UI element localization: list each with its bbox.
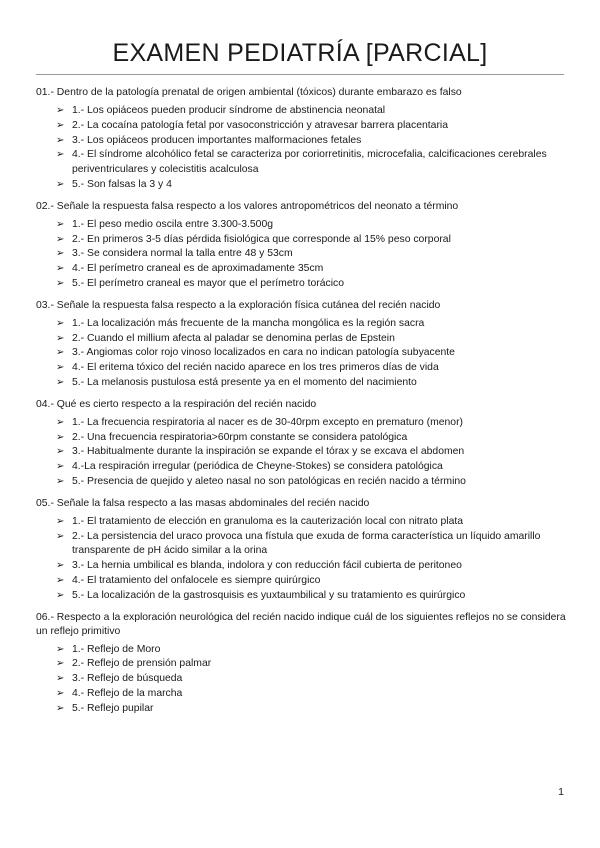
option-list	[36, 317, 568, 391]
option-text: 5.- La melanosis pustulosa está presente ya en el momento del nacimiento	[72, 376, 417, 388]
option-item	[36, 218, 568, 233]
option-text: 4.-La respiración irregular (periódica de Cheyne-Stokes) se considera patológica	[72, 461, 443, 473]
option-item	[36, 574, 568, 589]
option-item	[36, 702, 568, 717]
option-text: 2.- La cocaína patología fetal por vasoconstricción y atravesar barrera placentaria	[72, 119, 449, 131]
option-item	[36, 317, 568, 332]
option-text: 1.- Los opiáceos pueden producir síndrome de abstinencia neonatal	[72, 105, 386, 116]
arrowhead-right-icon: ➢	[56, 119, 65, 131]
option-item	[36, 104, 568, 119]
option-item	[36, 277, 568, 292]
option-text: 1.- La localización más frecuente de la mancha mongólica es la región sacra	[72, 317, 425, 329]
option-list	[36, 515, 568, 604]
arrowhead-right-icon: ➢	[56, 560, 65, 572]
arrowhead-right-icon: ➢	[56, 105, 65, 116]
arrowhead-right-icon: ➢	[56, 658, 65, 670]
arrowhead-right-icon: ➢	[56, 446, 65, 458]
arrowhead-right-icon: ➢	[56, 475, 65, 487]
option-text: 5.- La localización de la gastrosquisis es yuxtaumbilical y su tratamiento es quirúrgico	[72, 589, 466, 601]
option-item	[36, 416, 568, 431]
question-5	[36, 497, 568, 604]
option-text: 1.- El peso medio oscila entre 3.300-3.500g	[72, 218, 274, 230]
option-text: 1.- La frecuencia respiratoria al nacer es de 30-40rpm excepto en prematuro (menor)	[72, 416, 463, 428]
arrowhead-right-icon: ➢	[56, 347, 65, 359]
arrowhead-right-icon: ➢	[56, 673, 65, 685]
option-text: 3.- Reflejo de búsqueda	[72, 673, 183, 685]
arrowhead-right-icon: ➢	[56, 376, 65, 388]
option-text: 2.- Una frecuencia respiratoria>60rpm constante se considera patológica	[72, 431, 408, 443]
option-text: 4.- El eritema tóxico del recién nacido aparece en los tres primeros días de vida	[72, 362, 439, 374]
option-item	[36, 657, 568, 672]
arrowhead-right-icon: ➢	[56, 574, 65, 586]
arrowhead-right-icon: ➢	[56, 248, 65, 260]
question-3	[36, 299, 568, 391]
arrowhead-right-icon: ➢	[56, 277, 65, 289]
option-item	[36, 460, 568, 475]
option-item	[36, 178, 568, 193]
arrowhead-right-icon: ➢	[56, 134, 65, 146]
arrowhead-right-icon: ➢	[56, 643, 65, 655]
page-number: 1	[558, 786, 564, 798]
option-text: 3.- Angiomas color rojo vinoso localizados en cara no indican patología subyacente	[72, 347, 455, 359]
arrowhead-right-icon: ➢	[56, 332, 65, 344]
arrowhead-right-icon: ➢	[56, 515, 65, 527]
arrowhead-right-icon: ➢	[56, 263, 65, 275]
option-text: 1.- Reflejo de Moro	[72, 643, 161, 655]
question-text: 03.- Señale la respuesta falsa respecto a la exploración física cutánea del recién nacido	[36, 299, 441, 311]
option-text: 3.- Habitualmente durante la inspiración se expande el tórax y se excava el abdomen	[72, 446, 465, 458]
option-text: 1.- El tratamiento de elección en granuloma es la cauterización local con nitrato plata	[72, 515, 464, 527]
option-text: 2.- La persistencia del uraco provoca una fístula que exuda de forma característica un líquido amarillo transparente de pH ácido similar a la orina	[72, 530, 541, 557]
option-item	[36, 247, 568, 262]
page-title: EXAMEN PEDIATRÍA [PARCIAL]	[112, 39, 488, 67]
option-text: 5.- Presencia de quejido y aleteo nasal no son patológicas en recién nacido a término	[72, 475, 466, 487]
question-6	[36, 611, 568, 717]
option-list	[36, 104, 568, 193]
arrowhead-right-icon: ➢	[56, 702, 65, 714]
option-item	[36, 589, 568, 604]
arrowhead-right-icon: ➢	[56, 149, 65, 161]
question-text: 06.- Respecto a la exploración neurológica del recién nacido indique cuál de los siguientes reflejos no se considera un reflejo primitivo	[36, 611, 566, 637]
question-2	[36, 200, 568, 292]
option-item	[36, 148, 568, 178]
option-text: 3.- Los opiáceos producen importantes malformaciones fetales	[72, 134, 362, 146]
arrowhead-right-icon: ➢	[56, 431, 65, 443]
option-item	[36, 530, 568, 560]
option-item	[36, 262, 568, 277]
option-item	[36, 687, 568, 702]
option-text: 5.- Son falsas la 3 y 4	[72, 178, 172, 190]
option-text: 3.- La hernia umbilical es blanda, indolora y con reducción fácil cubierta de peritoneo	[72, 560, 462, 572]
arrowhead-right-icon: ➢	[56, 218, 65, 230]
question-4	[36, 398, 568, 490]
arrowhead-right-icon: ➢	[56, 416, 65, 428]
option-item	[36, 559, 568, 574]
question-list	[36, 86, 568, 724]
question-1	[36, 86, 568, 193]
option-text: 2.- En primeros 3-5 días pérdida fisiológica que corresponde al 15% peso corporal	[72, 233, 451, 245]
option-item	[36, 672, 568, 687]
option-item	[36, 233, 568, 248]
option-text: 4.- El síndrome alcohólico fetal se caracteriza por coriorretinitis, microcefalia, calcificaciones cerebrales periventriculares y colecistitis acalculosa	[72, 149, 547, 176]
option-text: 4.- El perímetro craneal es de aproximadamente 35cm	[72, 263, 324, 275]
option-list	[36, 416, 568, 490]
option-item	[36, 346, 568, 361]
arrowhead-right-icon: ➢	[56, 589, 65, 601]
arrowhead-right-icon: ➢	[56, 362, 65, 374]
arrowhead-right-icon: ➢	[56, 233, 65, 245]
option-item	[36, 376, 568, 391]
option-text: 4.- Reflejo de la marcha	[72, 687, 183, 699]
option-item	[36, 119, 568, 134]
arrowhead-right-icon: ➢	[56, 461, 65, 473]
option-text: 5.- Reflejo pupilar	[72, 702, 154, 714]
title-divider	[36, 74, 564, 75]
arrowhead-right-icon: ➢	[56, 530, 65, 542]
question-text: 04.- Qué es cierto respecto a la respiración del recién nacido	[36, 398, 317, 410]
question-text: 05.- Señale la falsa respecto a las masas abdominales del recién nacido	[36, 497, 370, 509]
question-text: 01.- Dentro de la patología prenatal de origen ambiental (tóxicos) durante embarazo es falso	[36, 87, 462, 98]
arrowhead-right-icon: ➢	[56, 687, 65, 699]
option-text: 5.- El perímetro craneal es mayor que el perímetro torácico	[72, 277, 345, 289]
option-item	[36, 361, 568, 376]
option-text: 2.- Cuando el millium afecta al paladar se denomina perlas de Epstein	[72, 332, 395, 344]
arrowhead-right-icon: ➢	[56, 178, 65, 190]
option-item	[36, 134, 568, 149]
option-item	[36, 643, 568, 658]
option-text: 4.- El tratamiento del onfalocele es siempre quirúrgico	[72, 574, 321, 586]
option-list	[36, 643, 568, 717]
question-text: 02.- Señale la respuesta falsa respecto a los valores antropométricos del neonato a término	[36, 200, 459, 212]
option-list	[36, 218, 568, 292]
option-item	[36, 332, 568, 347]
option-item	[36, 431, 568, 446]
option-item	[36, 445, 568, 460]
arrowhead-right-icon: ➢	[56, 317, 65, 329]
option-text: 3.- Se considera normal la talla entre 48 y 53cm	[72, 248, 293, 260]
option-item	[36, 475, 568, 490]
option-text: 2.- Reflejo de prensión palmar	[72, 658, 212, 670]
option-item	[36, 515, 568, 530]
